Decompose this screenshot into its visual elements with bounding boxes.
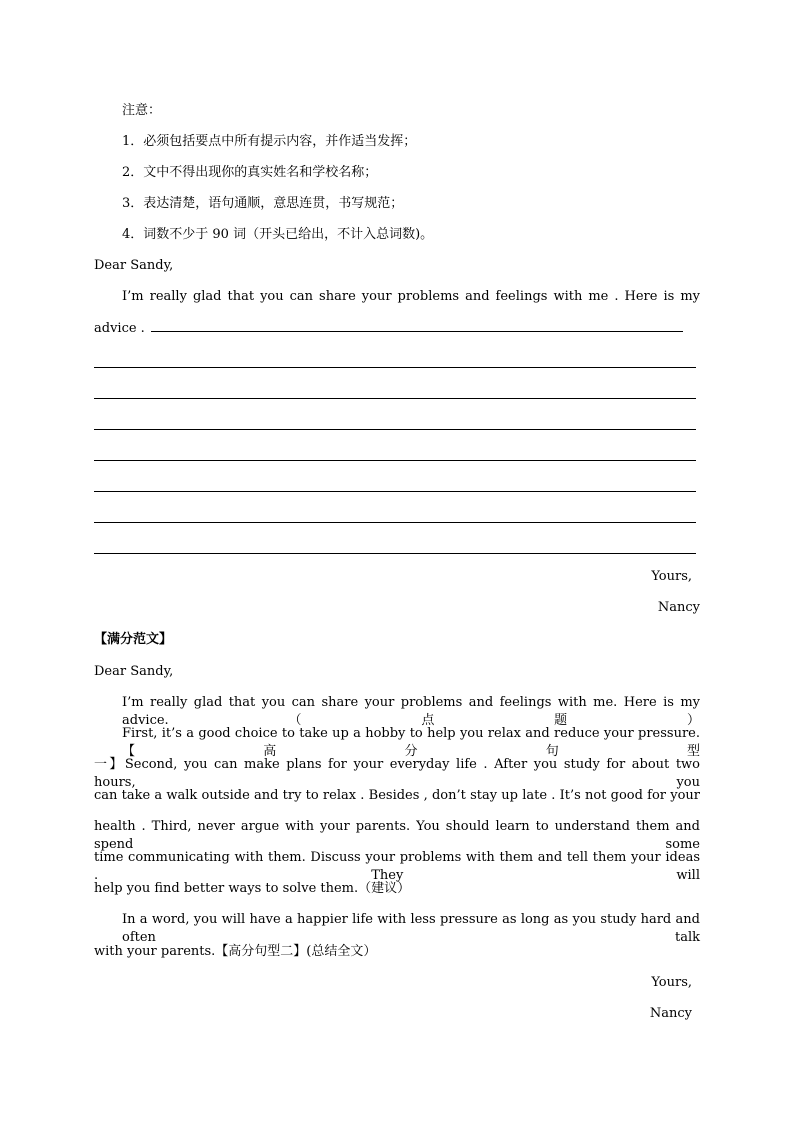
- letter-salutation: Dear Sandy,: [94, 258, 174, 273]
- model-signature: Nancy: [649, 1006, 692, 1021]
- letter-opening-line-1: I’m really glad that you can share your problems and feelings with me . Here is my: [122, 289, 700, 304]
- advice-label: advice .: [94, 321, 145, 336]
- writing-line[interactable]: [94, 522, 696, 523]
- writing-line[interactable]: [94, 553, 696, 554]
- note-item-4: 4．词数不少于 90 词（开头已给出，不计入总词数)。: [122, 227, 434, 242]
- notes-heading: 注意：: [122, 103, 162, 118]
- note-item-2: 2．文中不得出现你的真实姓名和学校名称；: [122, 165, 378, 180]
- note-item-1: 1．必须包括要点中所有提示内容，并作适当发挥；: [122, 134, 417, 149]
- model-line-7: help you find better ways to solve them.（建议）: [94, 881, 411, 896]
- writing-line[interactable]: [94, 460, 696, 461]
- writing-line[interactable]: [94, 491, 696, 492]
- model-essay-heading: 【满分范文】: [94, 632, 173, 647]
- model-line-6: time communicating with them. Discuss your problems with them and tell them your ideas . They will: [94, 850, 700, 883]
- writing-line[interactable]: [94, 398, 696, 399]
- model-line-8: In a word, you will have a happier life with less pressure as long as you study hard and often talk: [122, 912, 700, 945]
- model-line-1: I’m really glad that you can share your problems and feelings with me. Here is my advice.（点题）: [122, 695, 700, 728]
- note-item-3: 3．表达清楚，语句通顺，意思连贯，书写规范；: [122, 196, 404, 211]
- model-line-2: First, it’s a good choice to take up a hobby to help you relax and reduce your pressure.【高分句型: [122, 726, 700, 759]
- model-line-5: health . Third, never argue with your parents. You should learn to understand them and spend some: [94, 819, 700, 852]
- model-line-9: with your parents.【高分句型二】(总结全文）: [94, 944, 377, 959]
- model-line-4: can take a walk outside and try to relax . Besides , don’t stay up late . It’s not good for your: [94, 788, 700, 803]
- letter-closing: Yours,: [651, 569, 692, 584]
- model-line-3: 一】Second, you can make plans for your everyday life . After you study for about two hours, you: [94, 757, 700, 790]
- letter-signature: Nancy: [657, 600, 700, 615]
- model-salutation: Dear Sandy,: [94, 664, 174, 679]
- writing-blank[interactable]: [151, 319, 683, 332]
- model-closing: Yours,: [651, 975, 692, 990]
- writing-line[interactable]: [94, 429, 696, 430]
- letter-opening-line-2: [94, 319, 700, 338]
- writing-line[interactable]: [94, 367, 696, 368]
